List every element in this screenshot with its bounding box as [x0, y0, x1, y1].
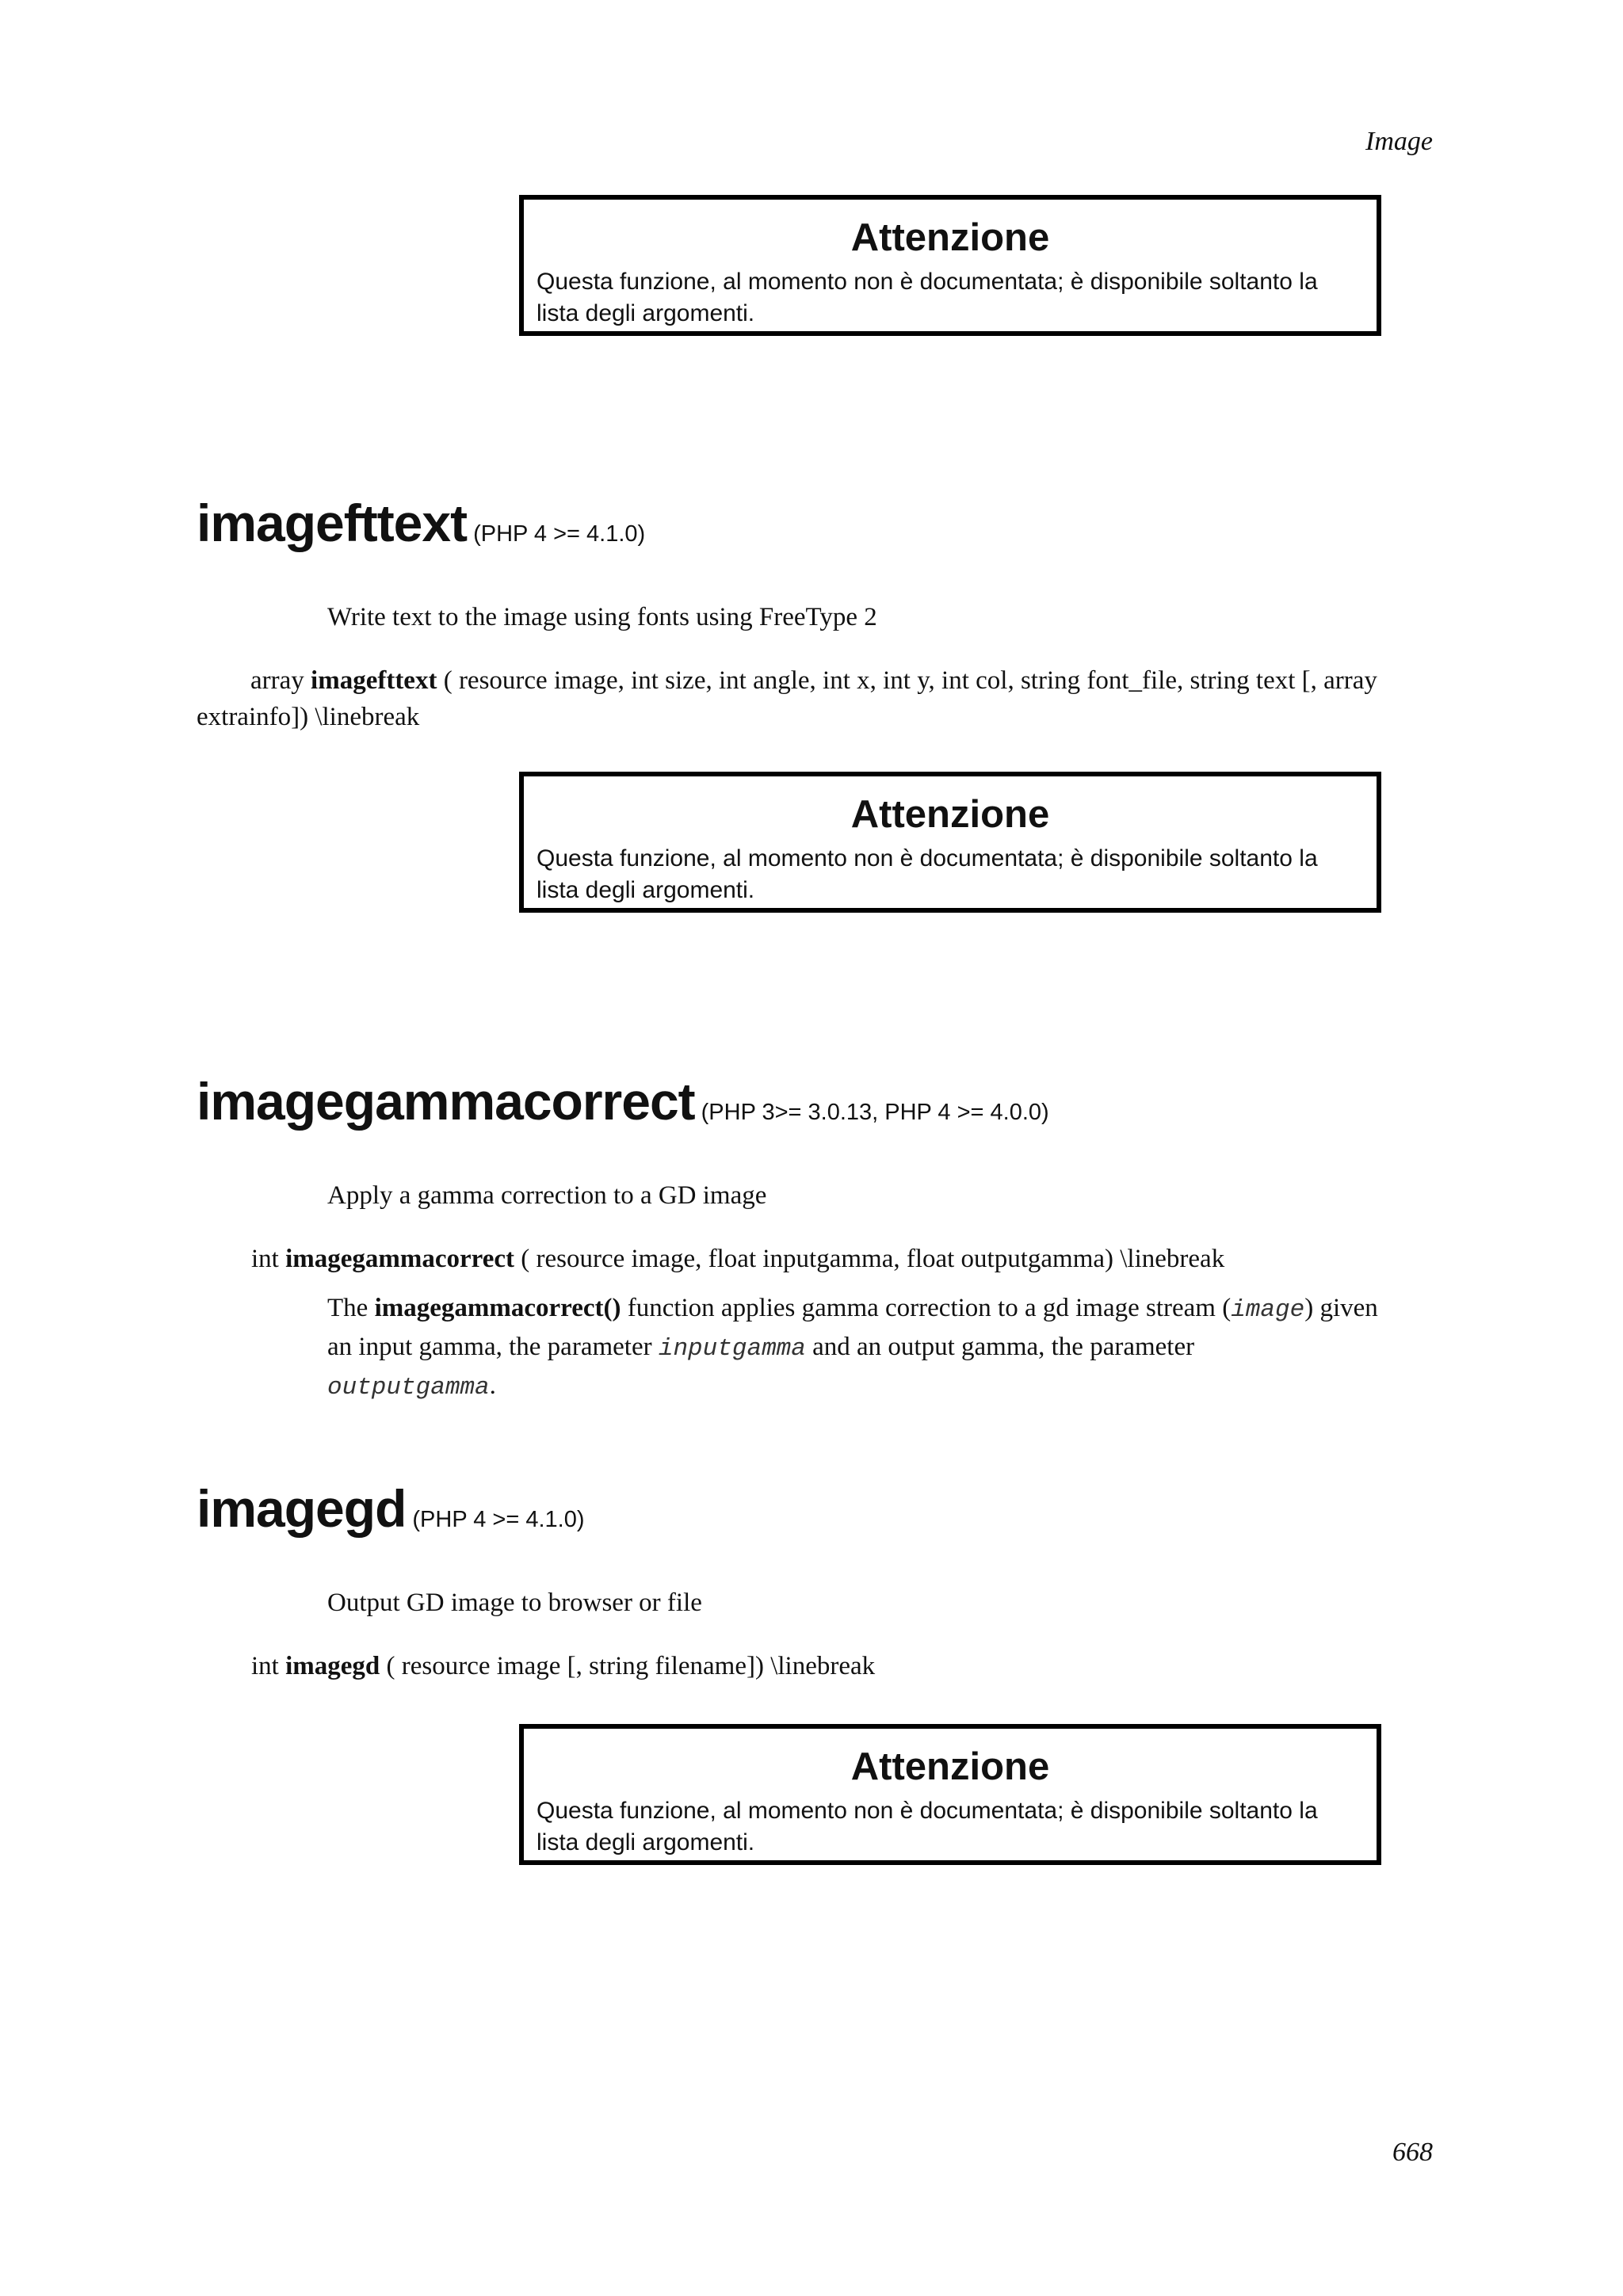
php-version: (PHP 4 >= 4.1.0) — [473, 521, 646, 547]
warning-box — [519, 772, 1381, 913]
warning-text: Questa funzione, al momento non è documentata; è disponibile soltanto la lista degli argomenti. — [537, 845, 1318, 903]
warning-text: Questa funzione, al momento non è documentata; è disponibile soltanto la lista degli argomenti. — [537, 269, 1318, 326]
imagegd-purpose: Output GD image to browser or file — [327, 1589, 702, 1617]
imagefttext-signature: array imagefttext ( resource image, int size, int angle, int x, int y, int col, string font_file, string text [, array extrainfo]) \linebreak — [197, 666, 1377, 731]
imagegammacorrect-signature: int imagegammacorrect ( resource image, float inputgamma, float outputgamma) \linebreak — [251, 1245, 1225, 1273]
param-outputgamma: outputgamma — [327, 1374, 490, 1402]
warning-box — [519, 195, 1381, 336]
function-name: imagegd — [197, 1479, 407, 1538]
function-name: imagefttext — [197, 494, 468, 552]
php-version: (PHP 4 >= 4.1.0) — [412, 1507, 585, 1532]
imagefttext-heading — [197, 493, 645, 553]
imagegammacorrect-purpose: Apply a gamma correction to a GD image — [327, 1181, 767, 1210]
imagegd-signature: int imagegd ( resource image [, string filename]) \linebreak — [251, 1652, 876, 1680]
imagegammacorrect-description: The imagegammacorrect() function applies gamma correction to a gd image stream (image) given an input gamma, the parameter inputgamma and an output gamma, the parameter outputgamma. — [327, 1294, 1378, 1402]
param-inputgamma: inputgamma — [658, 1335, 806, 1363]
warning-title: Attenzione — [850, 216, 1050, 259]
warning-title: Attenzione — [850, 793, 1050, 836]
function-name: imagegammacorrect — [197, 1072, 695, 1131]
warning-title: Attenzione — [850, 1745, 1050, 1788]
imagegammacorrect-heading — [197, 1071, 1049, 1131]
imagegd-heading — [197, 1478, 584, 1539]
php-version: (PHP 3>= 3.0.13, PHP 4 >= 4.0.0) — [701, 1100, 1049, 1125]
warning-box — [519, 1724, 1381, 1865]
imagefttext-purpose: Write text to the image using fonts using FreeType 2 — [327, 603, 877, 631]
warning-text: Questa funzione, al momento non è documentata; è disponibile soltanto la lista degli argomenti. — [537, 1798, 1318, 1855]
param-image: image — [1231, 1296, 1305, 1324]
page-number: 668 — [1392, 2138, 1433, 2167]
running-header: Image — [1365, 127, 1433, 156]
